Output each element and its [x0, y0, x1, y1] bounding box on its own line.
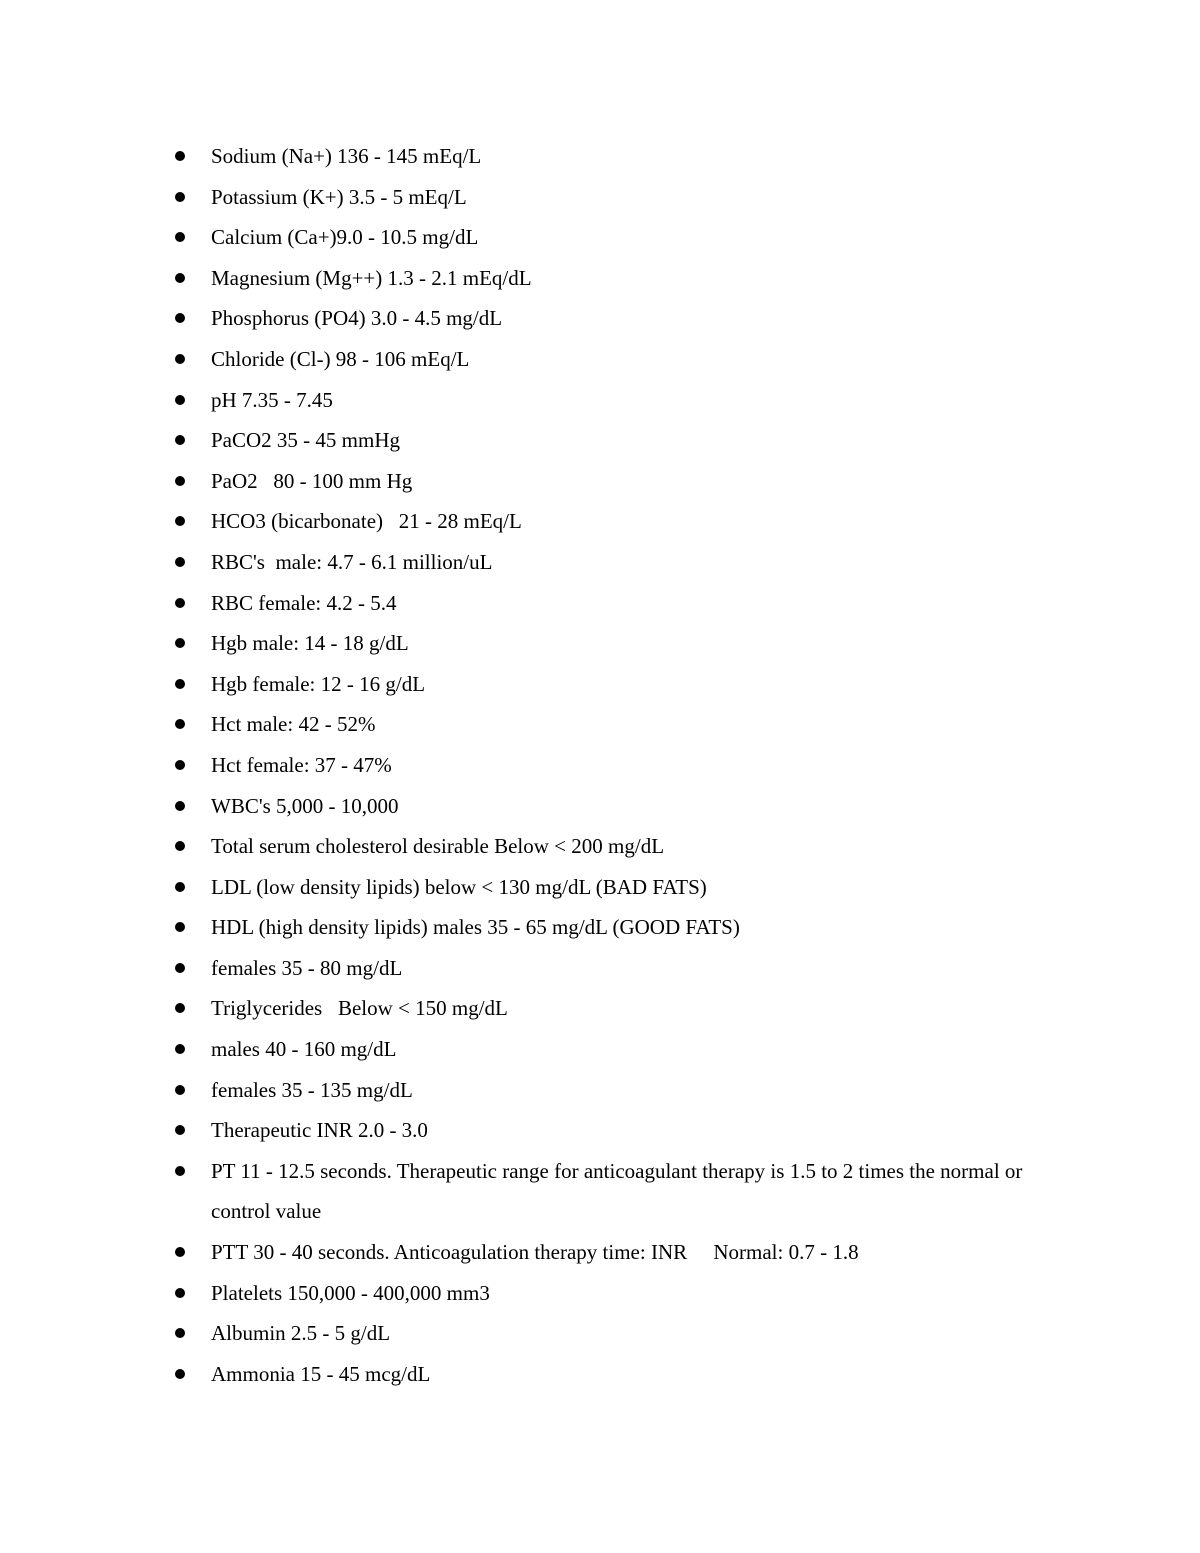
list-item-text: Hgb female: 12 - 16 g/dL	[211, 671, 426, 696]
list-item	[0, 501, 1200, 542]
list-item	[0, 1354, 1200, 1395]
list-item-text: PT 11 - 12.5 seconds. Therapeutic range for anticoagulant therapy is 1.5 to 2 times the normal or control value	[211, 1158, 1028, 1224]
list-item-text: Ammonia 15 - 45 mcg/dL	[211, 1361, 431, 1386]
list-item	[0, 664, 1200, 705]
list-item	[0, 745, 1200, 786]
list-item	[0, 907, 1200, 948]
list-item	[0, 1313, 1200, 1354]
list-item	[0, 298, 1200, 339]
list-item	[0, 867, 1200, 908]
list-item-text: HDL (high density lipids) males 35 - 65 mg/dL (GOOD FATS)	[211, 915, 740, 940]
bullet-icon	[175, 395, 185, 405]
list-item	[0, 380, 1200, 421]
list-item-text: RBC's male: 4.7 - 6.1 million/uL	[211, 549, 493, 574]
list-item	[0, 826, 1200, 867]
bullet-icon	[175, 1044, 185, 1054]
bullet-icon	[175, 313, 185, 323]
bullet-icon	[175, 638, 185, 648]
lab-values-list	[0, 136, 1200, 1394]
list-item	[0, 1151, 1200, 1232]
bullet-icon	[175, 476, 185, 486]
bullet-icon	[175, 516, 185, 526]
list-item	[0, 1070, 1200, 1111]
list-item-text: PaO2 80 - 100 mm Hg	[211, 468, 413, 493]
list-item-text: LDL (low density lipids) below < 130 mg/dL (BAD FATS)	[211, 874, 707, 899]
bullet-icon	[175, 273, 185, 283]
list-item	[0, 1273, 1200, 1314]
list-item-text: females 35 - 135 mg/dL	[211, 1077, 413, 1102]
list-item	[0, 1232, 1200, 1273]
bullet-icon	[175, 922, 185, 932]
bullet-icon	[175, 801, 185, 811]
list-item	[0, 948, 1200, 989]
bullet-icon	[175, 1125, 185, 1135]
list-item-text: Magnesium (Mg++) 1.3 - 2.1 mEq/dL	[211, 265, 532, 290]
list-item-text: Chloride (Cl-) 98 - 106 mEq/L	[211, 346, 470, 371]
list-item-text: females 35 - 80 mg/dL	[211, 955, 403, 980]
list-item-text: Hgb male: 14 - 18 g/dL	[211, 631, 409, 656]
list-item	[0, 258, 1200, 299]
list-item-text: Triglycerides Below < 150 mg/dL	[211, 996, 508, 1021]
bullet-icon	[175, 192, 185, 202]
bullet-icon	[175, 435, 185, 445]
list-item-text: PaCO2 35 - 45 mmHg	[211, 428, 400, 453]
list-item-text: Phosphorus (PO4) 3.0 - 4.5 mg/dL	[211, 306, 503, 331]
list-item	[0, 704, 1200, 745]
bullet-icon	[175, 1085, 185, 1095]
list-item	[0, 786, 1200, 827]
list-item-text: Therapeutic INR 2.0 - 3.0	[211, 1118, 428, 1143]
list-item	[0, 339, 1200, 380]
bullet-icon	[175, 719, 185, 729]
bullet-icon	[175, 1247, 185, 1257]
bullet-icon	[175, 1369, 185, 1379]
list-item	[0, 623, 1200, 664]
bullet-icon	[175, 557, 185, 567]
list-item	[0, 217, 1200, 258]
bullet-icon	[175, 598, 185, 608]
list-item-text: RBC female: 4.2 - 5.4	[211, 590, 397, 615]
list-item	[0, 461, 1200, 502]
list-item-text: Total serum cholesterol desirable Below < 200 mg/dL	[211, 834, 665, 859]
bullet-icon	[175, 882, 185, 892]
list-item	[0, 136, 1200, 177]
bullet-icon	[175, 963, 185, 973]
list-item-text: Potassium (K+) 3.5 - 5 mEq/L	[211, 184, 467, 209]
bullet-icon	[175, 679, 185, 689]
list-item-text: Sodium (Na+) 136 - 145 mEq/L	[211, 144, 482, 168]
bullet-icon	[175, 1288, 185, 1298]
list-item-text: HCO3 (bicarbonate) 21 - 28 mEq/L	[211, 509, 522, 534]
list-item-text: Hct male: 42 - 52%	[211, 712, 376, 737]
list-item	[0, 542, 1200, 583]
list-item-text: Calcium (Ca+)9.0 - 10.5 mg/dL	[211, 225, 479, 250]
bullet-icon	[175, 151, 185, 161]
list-item-text: Platelets 150,000 - 400,000 mm3	[211, 1280, 490, 1305]
bullet-icon	[175, 1328, 185, 1338]
list-item	[0, 583, 1200, 624]
list-item	[0, 988, 1200, 1029]
list-item-text: Hct female: 37 - 47%	[211, 752, 392, 777]
bullet-icon	[175, 760, 185, 770]
list-item-text: Albumin 2.5 - 5 g/dL	[211, 1321, 391, 1346]
list-item-text: pH 7.35 - 7.45	[211, 387, 333, 412]
list-item	[0, 420, 1200, 461]
list-item-text: PTT 30 - 40 seconds. Anticoagulation therapy time: INR Normal: 0.7 - 1.8	[211, 1240, 859, 1265]
list-item	[0, 1110, 1200, 1151]
list-item-text: WBC's 5,000 - 10,000	[211, 793, 399, 818]
list-item	[0, 1029, 1200, 1070]
bullet-icon	[175, 1166, 185, 1176]
bullet-icon	[175, 232, 185, 242]
bullet-icon	[175, 1003, 185, 1013]
list-item-text: males 40 - 160 mg/dL	[211, 1037, 397, 1062]
list-item	[0, 177, 1200, 218]
bullet-icon	[175, 841, 185, 851]
bullet-icon	[175, 354, 185, 364]
